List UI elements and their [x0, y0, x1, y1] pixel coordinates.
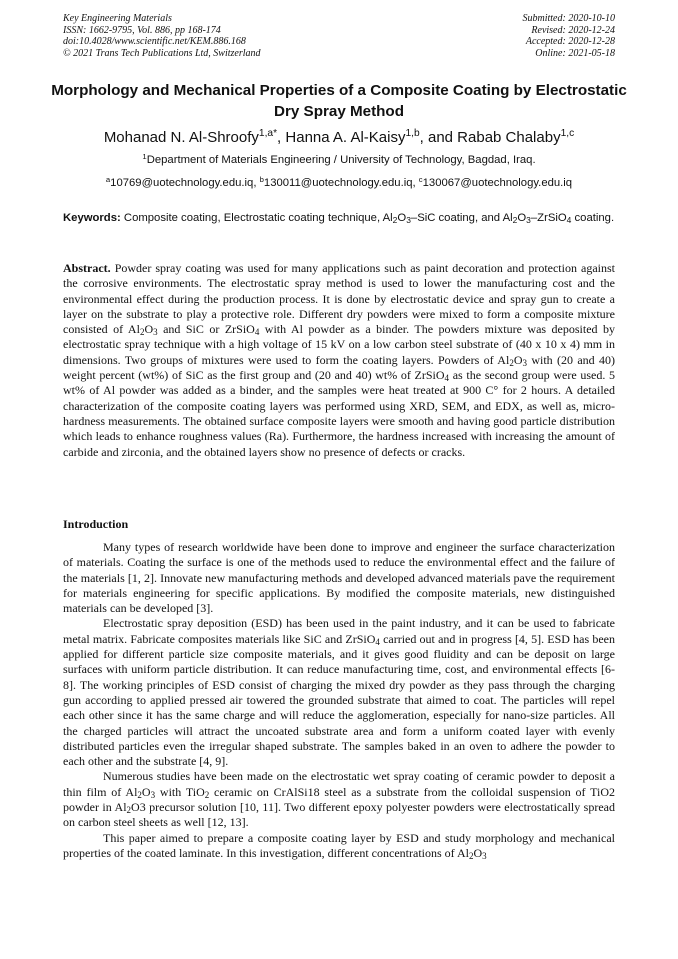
author-name: Rabab Chalaby [457, 129, 561, 146]
author-affiliation-mark: 1,c [560, 128, 575, 140]
dates-info [523, 13, 616, 59]
paragraph: This paper aimed to prepare a composite coating layer by ESD and study morphology and mechanical properties of the coated laminate. In this investigation, different concentrations of $Al_2O_3$ [63, 830, 615, 862]
online-date: Online: 2021-05-18 [535, 47, 615, 59]
author-list [30, 128, 648, 147]
author-separator: , [277, 129, 286, 146]
keywords-label: Keywords: [63, 212, 121, 224]
submitted-date: Submitted: 2020-10-10 [522, 13, 615, 24]
accepted-date: Accepted: 2020-12-28 [525, 36, 615, 47]
keywords: Keywords: Composite coating, Electrostatic coating technique, $Al_2O_3$–SiC coating, and $Al_2O_3-ZrSiO_4$ coating. [63, 212, 615, 226]
paper-title: Morphology and Mechanical Properties of a Composite Coating by Electrostatic Dry Spray Method [51, 82, 627, 120]
journal-info [63, 13, 261, 59]
abstract: Abstract. Powder spray coating was used for many applications such as paint decoration and protection against the corrosive environments. The electrostatic spray method is used to lower the manufacturing cost and the environmental effect during the production process. It is done by electrostatic device and spray gun to create a layer on the substrate to play a protective role. Different dry powders were mixed to form a composite mixture consisted of $Al_2O_3$ and SiC or ZrSiO$_4$ with Al powder as a binder. The powders mixture was deposited by electrostatic spray technique with a high voltage of 15 kV on a low carbon steel substrate of (40 x 10 x 4) mm in dimensions. Two groups of mixtures were used to form the coating layers. Powders of $Al_2O_3$ with (20 and 40) weight percent (wt%) of SiC as the first group and (20 and 40) wt% of ZrSiO$_4$ as the second group were used. 5 wt% of Al powder was added as a binder, and the samples were heat treated at 900 C° for 2 hours. A detailed characterization of the composite coating layers was performed using XRD, SEM, and EDX, as well as, micro-hardness measurements. The obtained surface composite layers were smooth and having good particle distribution which leads to enhance roughness values (Ra). Furthermore, the hardness increased with increasing the amount of carbide and zirconia, and the obtained layers show no presence of defects or cracks. [63, 261, 615, 459]
affiliation [30, 153, 648, 167]
paragraph: Electrostatic spray deposition (ESD) has been used in the paint industry, and it can be used to fabricate metal matrix. Fabricate composites materials like SiC and ZrSiO$_4$ carried out and in progress [4, 5]. ESD has been applied for different particle size composite materials, and it gives good fluidity and can be deposit on large surfaces with uniform particle distribution. It can reduce manufacturing time, cost, and environmental effects [6-8]. The working principles of ESD consist of charging the mixed dry powder as they pass through the charging gun according to applied pressed air towered the grounded substrate that aimed to coat. The particles will repel each other since it has the same charge and will reduce the agglomeration, especially for nano-size particles. All the charged particles will attract the uncoated substrate area and form a uniform coated layer with evenly distributed particles even the irregular shaped substrate. The samples baked in an oven to adhere the powder to each other and the substrate [4, 9]. [63, 616, 615, 769]
copyright-line: © 2021 Trans Tech Publications Ltd, Switzerland [63, 47, 261, 59]
author-affiliation-mark: 1,b [405, 128, 420, 140]
affiliation-text: Department of Materials Engineering / University of Technology, Bagdad, Iraq. [146, 154, 536, 166]
author-name: Hanna A. Al-Kaisy [285, 129, 406, 146]
abstract-label: Abstract. [63, 261, 111, 275]
author-emails [30, 176, 648, 190]
author-separator: , and [419, 129, 458, 146]
author-name: Mohanad N. Al-Shroofy [103, 129, 259, 146]
paragraph: Numerous studies have been made on the electrostatic wet spray coating of ceramic powder to deposit a thin film of $Al_2O_3$ with TiO$_2$ ceramic on CrAlSi18 steel as a substrate from the colloidal suspension of TiO2 powder in $Al_2O3$ precursor solution [10, 11]. Two different epoxy polyester powders were electrostatically spread on carbon steel sheets as well [12, 13]. [63, 769, 615, 830]
email-mark: a [105, 174, 111, 184]
paragraph: Many types of research worldwide have been done to improve and engineer the surface characterization of materials. Coating the surface is one of the methods used to reduce the environmental effect and the failure of the materials [1, 2]. Innovate new manufacturing methods and developed advanced materials pave the requirement for materials engineering for specific applications. By modified the composite materials, new distinguished materials can be developed [3]. [63, 540, 615, 616]
email-mark: c [418, 174, 423, 184]
email-mark: b [259, 174, 264, 184]
author-affiliation-mark: 1,a* [258, 128, 278, 140]
introduction-body [63, 540, 615, 861]
revised-date: Revised: 2020-12-24 [531, 24, 615, 36]
email-link[interactable]: 130011@uotechnology.edu.iq, [263, 177, 419, 189]
email-link[interactable]: 10769@uotechnology.edu.iq, [110, 177, 260, 189]
affiliation-mark: 1 [142, 151, 147, 161]
email-link[interactable]: 130067@uotechnology.edu.iq [422, 177, 573, 189]
doi-line: doi:10.4028/www.scientific.net/KEM.886.168 [63, 36, 246, 47]
section-heading-introduction: Introduction [63, 517, 129, 531]
journal-name: Key Engineering Materials [63, 13, 172, 24]
issn-line: ISSN: 1662-9795, Vol. 886, pp 168-174 [63, 24, 221, 36]
